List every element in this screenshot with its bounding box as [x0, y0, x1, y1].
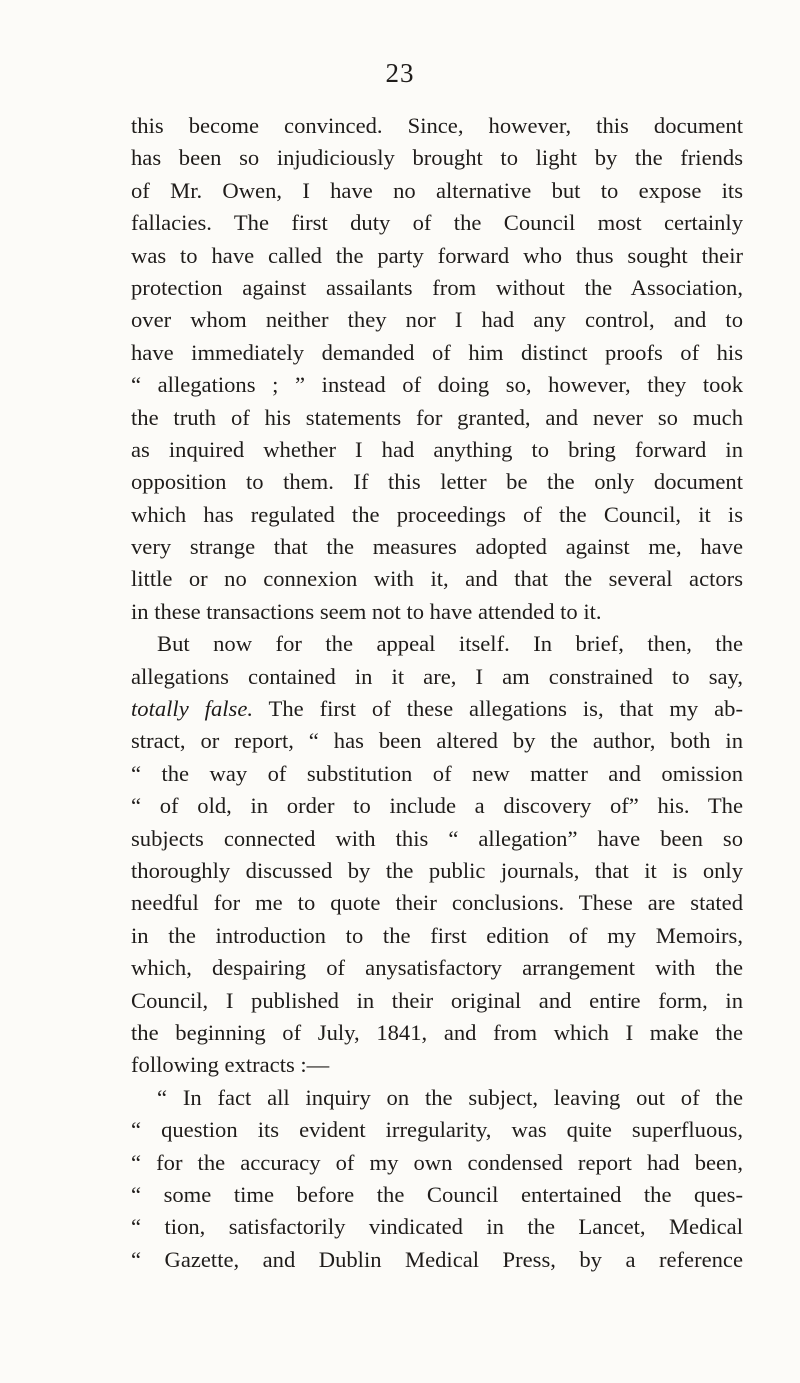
text-line: in these transactions seem not to have attended to it. [131, 598, 602, 624]
text-line: protection against assailants from without the Association, [131, 274, 743, 300]
text-line: which has regulated the proceedings of the Council, it is [131, 501, 743, 527]
text-line: subjects connected with this “ allegation” have been so [131, 825, 743, 851]
text-line: over whom neither they nor I had any control, and to [131, 307, 743, 333]
text-line: as inquired whether I had anything to bring forward in [131, 436, 743, 462]
emphasis-text: totally false. [131, 696, 253, 722]
text-line [131, 693, 743, 725]
text-line: was to have called the party forward who thus sought their [131, 242, 743, 268]
text-line: of Mr. Owen, I have no alternative but to expose its [131, 177, 743, 203]
page-number: 23 [385, 58, 415, 88]
text-line: the truth of his statements for granted, and never so much [131, 404, 743, 430]
text-line: needful for me to quote their conclusions. These are stated [131, 890, 743, 916]
text-line: “ allegations ; ” instead of doing so, however, they took [131, 372, 743, 398]
text-line: “ of old, in order to include a discovery of” his. The [131, 793, 743, 819]
text-line: allegations contained in it are, I am constrained to say, [131, 663, 743, 689]
text-line: thoroughly discussed by the public journals, that it is only [131, 857, 743, 883]
text-line: has been so injudiciously brought to light by the friends [131, 145, 743, 171]
text-line: following extracts :— [131, 1052, 330, 1078]
text-line: opposition to them. If this letter be the only document [131, 469, 743, 495]
text-line: very strange that the measures adopted against me, have [131, 534, 743, 560]
quote-line: “ question its evident irregularity, was quite superfluous, [131, 1117, 743, 1143]
text-line: the beginning of July, 1841, and from which I make the [131, 1019, 743, 1045]
quote-line: “ tion, satisfactorily vindicated in the Lancet, Medical [131, 1214, 743, 1240]
text-line: Council, I published in their original and entire form, in [131, 987, 743, 1013]
quote-line: “ In fact all inquiry on the subject, leaving out of the [157, 1084, 743, 1110]
text-line: in the introduction to the first edition of my Memoirs, [131, 922, 743, 948]
text-line: “ the way of substitution of new matter and omission [131, 760, 743, 786]
text-line-rest: The first of these allegations is, that my ab- [253, 696, 744, 722]
quote-line: “ some time before the Council entertained the ques- [131, 1181, 743, 1207]
text-line: fallacies. The first duty of the Council most certainly [131, 210, 743, 236]
quote-line: “ Gazette, and Dublin Medical Press, by a reference [131, 1246, 743, 1272]
text-line: little or no connexion with it, and that the several actors [131, 566, 743, 592]
quote-line: “ for the accuracy of my own condensed report had been, [131, 1149, 743, 1175]
body-text [131, 110, 743, 1276]
text-line: stract, or report, “ has been altered by the author, both in [131, 728, 743, 754]
text-line: But now for the appeal itself. In brief, then, the [157, 631, 743, 657]
text-line: this become convinced. Since, however, this document [131, 113, 743, 138]
text-line: have immediately demanded of him distinct proofs of his [131, 339, 743, 365]
text-line: which, despairing of anysatisfactory arrangement with the [131, 955, 743, 981]
